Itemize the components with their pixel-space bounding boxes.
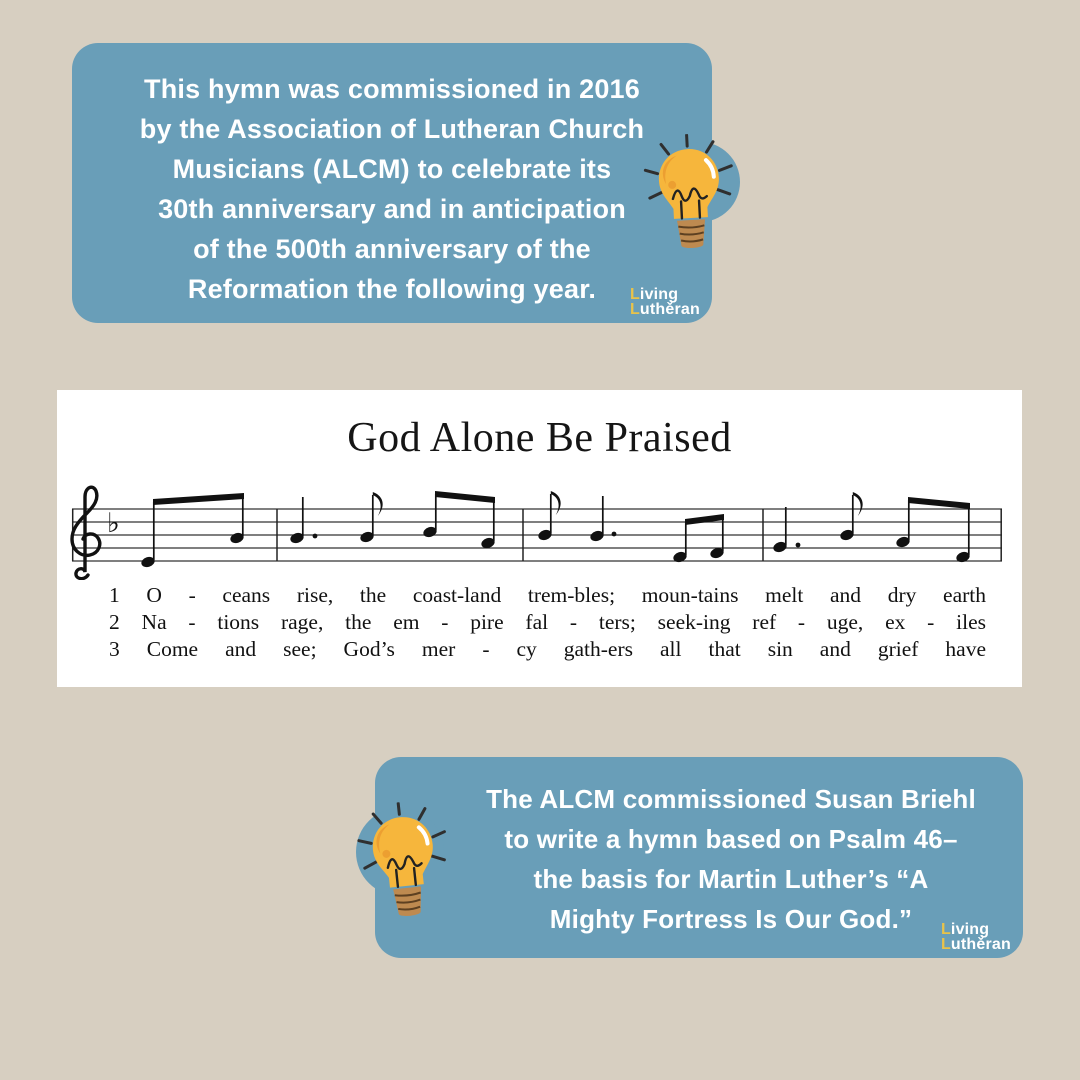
fact-top-text bbox=[72, 43, 712, 309]
staff-lines bbox=[72, 509, 1002, 561]
treble-clef-icon bbox=[72, 487, 100, 578]
fact-line: This hymn was commissioned in 2016 bbox=[144, 74, 640, 104]
lyric-line-2: 2 Na - tions rage, the em - pire fal - ters; seek-ing ref - uge, ex - iles bbox=[109, 610, 986, 634]
hymn-lyrics bbox=[109, 582, 986, 663]
lyric-line-3: 3 Come and see; God’s mer - cy gath-ers all that sin and grief have bbox=[109, 637, 986, 661]
brand-text: iving bbox=[639, 286, 679, 303]
brand-gold-letter: L bbox=[940, 935, 951, 953]
lightbulb-icon bbox=[348, 797, 461, 939]
lyric-line-1: 1 O - ceans rise, the coast-land trem-bles; moun-tains melt and dry earth bbox=[109, 583, 986, 607]
sheet-music-card bbox=[57, 390, 1022, 687]
brand-gold-letter: L bbox=[629, 286, 640, 303]
fact-line: Mighty Fortress Is Our God.” bbox=[549, 904, 913, 934]
fact-line: Reformation the following year. bbox=[187, 274, 597, 304]
brand-text: uthěran bbox=[950, 935, 1011, 953]
brand-gold-letter: L bbox=[940, 921, 951, 938]
bulb-glass bbox=[657, 147, 721, 219]
fact-line: to write a hymn based on Psalm 46– bbox=[504, 824, 958, 854]
brand-text: iving bbox=[950, 921, 990, 938]
flat-sign: ♭ bbox=[107, 508, 120, 539]
fact-line: by the Association of Lutheran Church bbox=[139, 114, 645, 144]
fact-bottom-text bbox=[375, 757, 1023, 939]
fact-line: 30th anniversary and in anticipation bbox=[158, 194, 626, 224]
brand-text: uthěran bbox=[639, 300, 700, 318]
fact-card-bottom bbox=[375, 757, 1023, 958]
hymn-title: God Alone Be Praised bbox=[347, 415, 732, 461]
brand-gold-letter: L bbox=[629, 300, 640, 318]
fact-line: Musicians (ALCM) to celebrate its bbox=[172, 154, 612, 184]
fact-line: The ALCM commissioned Susan Briehl bbox=[486, 784, 976, 814]
fact-line: of the 500th anniversary of the bbox=[193, 234, 591, 264]
living-lutheran-logo bbox=[941, 923, 1011, 952]
sheet-music-staff bbox=[57, 390, 1022, 580]
lightbulb-icon bbox=[637, 131, 744, 268]
fact-line: the basis for Martin Luther’s “A bbox=[533, 864, 929, 894]
living-lutheran-logo bbox=[630, 288, 700, 317]
fact-card-top bbox=[72, 43, 712, 323]
music-notes bbox=[140, 491, 971, 569]
